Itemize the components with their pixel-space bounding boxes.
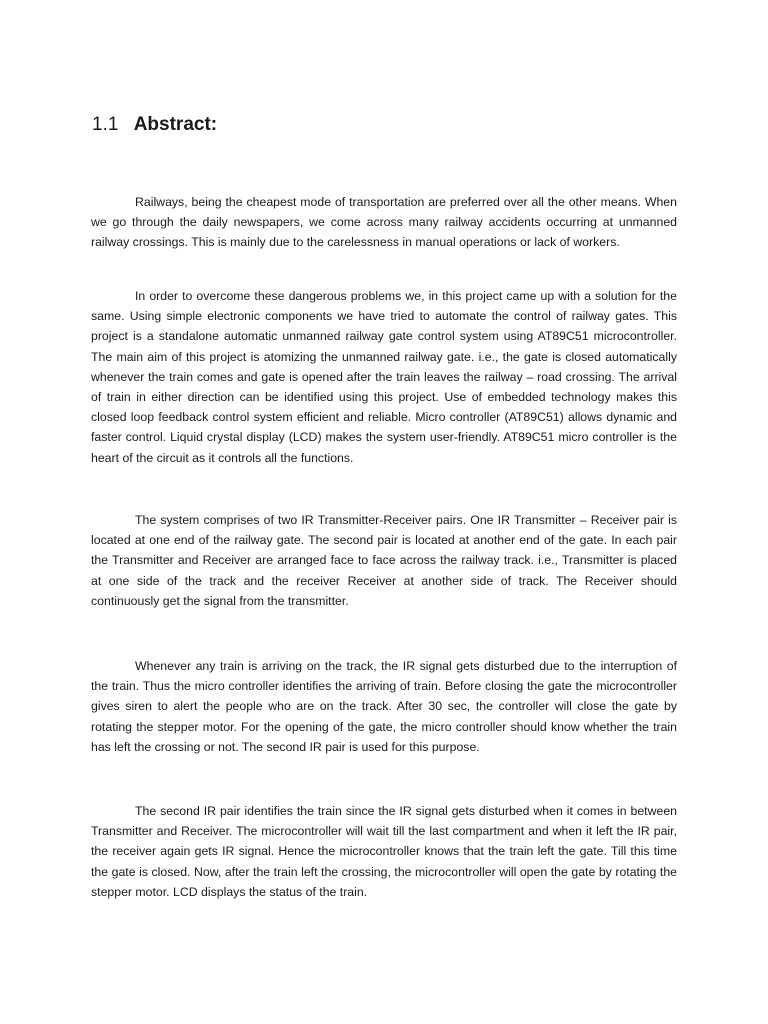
paragraph-system: The system comprises of two IR Transmitter-Receiver pairs. One IR Transmitter – Receiver pair is located at one end of the railway gate. The second pair is located at another end of the gate. In each pair the Transmitter and Receiver are arranged face to face across the railway track. i.e., Transmitter is placed at one side of the track and the receiver Receiver at another side of track. The Receiver should continuously get the signal from the transmitter. bbox=[91, 513, 677, 608]
section-title: Abstract: bbox=[133, 114, 218, 135]
section-heading bbox=[92, 114, 217, 136]
paragraph-arrival: Whenever any train is arriving on the track, the IR signal gets disturbed due to the interruption of the train. Thus the micro controller identifies the arriving of train. Before closing the gate the microcontroller gives siren to alert the people who are on the track. After 30 sec, the controller will close the gate by rotating the stepper motor. For the opening of the gate, the micro controller should know whether the train has left the crossing or not. The second IR pair is used for this purpose. bbox=[91, 659, 677, 754]
paragraph-departure: The second IR pair identifies the train since the IR signal gets disturbed when it comes in between Transmitter and Receiver. The microcontroller will wait till the last compartment and when it left the IR pair, the receiver again gets IR signal. Hence the microcontroller knows that the train left the gate. Till this time the gate is closed. Now, after the train left the crossing, the microcontroller will open the gate by rotating the stepper motor. LCD displays the status of the train. bbox=[91, 804, 677, 899]
section-number: 1.1 bbox=[92, 114, 119, 135]
paragraph-solution: In order to overcome these dangerous problems we, in this project came up with a solution for the same. Using simple electronic components we have tried to automate the control of railway gates. This project is a standalone automatic unmanned railway gate control system using AT89C51 microcontroller. The main aim of this project is atomizing the unmanned railway gate. i.e., the gate is closed automatically whenever the train comes and gate is opened after the train leaves the railway – road crossing. The arrival of train in either direction can be identified using this project. Use of embedded technology makes this closed loop feedback control system efficient and reliable. Micro controller (AT89C51) allows dynamic and faster control. Liquid crystal display (LCD) makes the system user-friendly. AT89C51 micro controller is the heart of the circuit as it controls all the functions. bbox=[91, 289, 677, 465]
paragraph-intro: Railways, being the cheapest mode of transportation are preferred over all the other means. When we go through the daily newspapers, we come across many railway accidents occurring at unmanned railway crossings. This is mainly due to the carelessness in manual operations or lack of workers. bbox=[91, 195, 677, 250]
